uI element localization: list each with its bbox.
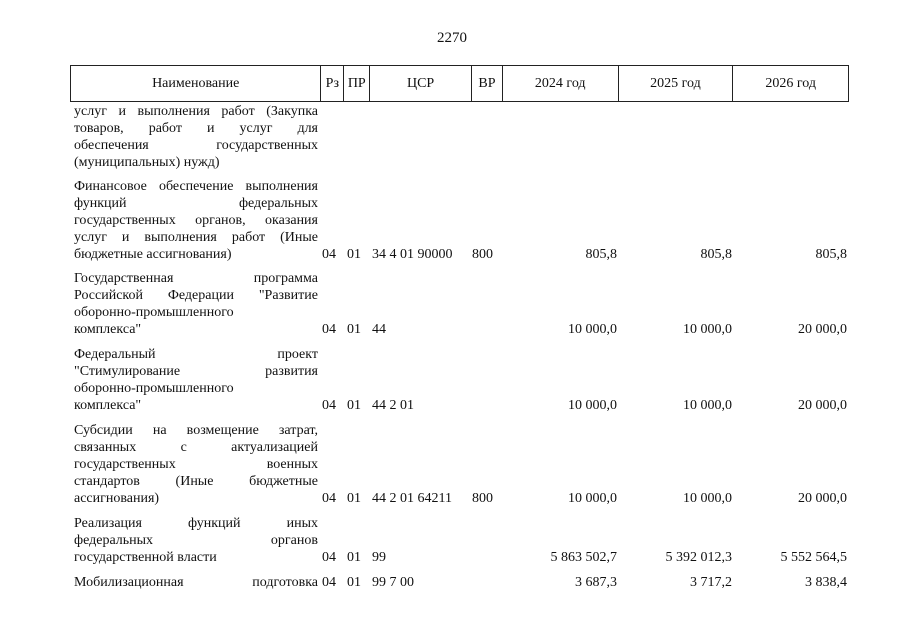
cell-y2025: 10 000,0 [683, 398, 732, 413]
header-name: Наименование [71, 66, 321, 101]
cell-csr: 44 2 01 64211 [372, 491, 452, 506]
row-name-line: услуг и выполнения работ (Иные [74, 230, 318, 245]
header-csr: ЦСР [370, 66, 472, 101]
cell-y2026: 20 000,0 [798, 491, 847, 506]
cell-rz: 04 [322, 398, 336, 413]
cell-y2026: 805,8 [815, 247, 847, 262]
row-name-line: услуг и выполнения работ (Закупка [74, 104, 318, 119]
page-number: 2270 [437, 30, 467, 46]
header-2025: 2025 год [619, 66, 734, 101]
row-name [74, 178, 318, 263]
cell-csr: 44 2 01 [372, 398, 414, 413]
cell-pr: 01 [347, 398, 361, 413]
table-header [70, 65, 849, 102]
cell-y2026: 3 838,4 [805, 575, 847, 590]
row-name [74, 270, 318, 338]
row-name-line: федеральных органов [74, 533, 318, 548]
table-row [70, 178, 849, 263]
row-name-line: Субсидии на возмещение затрат, [74, 423, 318, 438]
cell-y2026: 20 000,0 [798, 322, 847, 337]
cell-csr: 44 [372, 322, 386, 337]
row-name-line: оборонно-промышленного [74, 381, 234, 396]
row-name-line: Мобилизационная подготовка [74, 575, 318, 590]
row-name-line: стандартов (Иные бюджетные [74, 474, 318, 489]
cell-y2024: 5 863 502,7 [550, 550, 617, 565]
row-name-line: обеспечения государственных [74, 138, 318, 153]
row-name-line: государственной власти [74, 550, 217, 565]
row-name [74, 422, 318, 507]
cell-y2026: 5 552 564,5 [780, 550, 847, 565]
cell-rz: 04 [322, 247, 336, 262]
table-row [70, 574, 849, 591]
row-name-line: бюджетные ассигнования) [74, 247, 232, 262]
header-pr: ПР [344, 66, 370, 101]
cell-csr: 99 [372, 550, 386, 565]
cell-y2024: 805,8 [585, 247, 617, 262]
table-row [70, 270, 849, 338]
table-row [70, 346, 849, 414]
row-name [74, 103, 318, 171]
row-name-line: товаров, работ и услуг для [74, 121, 318, 136]
cell-y2025: 5 392 012,3 [665, 550, 732, 565]
cell-rz: 04 [322, 550, 336, 565]
row-name-line: (муниципальных) нужд) [74, 155, 220, 170]
row-name-line: государственных органов, оказания [74, 213, 318, 228]
cell-y2025: 805,8 [700, 247, 732, 262]
cell-y2025: 10 000,0 [683, 491, 732, 506]
cell-vr: 800 [472, 491, 493, 506]
cell-pr: 01 [347, 575, 361, 590]
cell-y2026: 20 000,0 [798, 398, 847, 413]
row-name-line: Государственная программа [74, 271, 318, 286]
cell-pr: 01 [347, 247, 361, 262]
row-name-line: Федеральный проект [74, 347, 318, 362]
row-name-line: "Стимулирование развития [74, 364, 318, 379]
table-row [70, 103, 849, 171]
cell-y2024: 10 000,0 [568, 322, 617, 337]
row-name-line: Финансовое обеспечение выполнения [74, 179, 318, 194]
row-name [74, 346, 318, 414]
row-name-line: комплекса" [74, 322, 142, 337]
row-name [74, 574, 318, 591]
cell-rz: 04 [322, 322, 336, 337]
header-2024: 2024 год [503, 66, 619, 101]
row-name-line: функций федеральных [74, 196, 318, 211]
row-name-line: комплекса" [74, 398, 142, 413]
row-name-line: Российской Федерации "Развитие [74, 288, 318, 303]
header-2026: 2026 год [765, 75, 816, 91]
cell-y2025: 10 000,0 [683, 322, 732, 337]
table-row [70, 515, 849, 566]
cell-y2024: 3 687,3 [575, 575, 617, 590]
header-rz: Рз [321, 66, 344, 101]
cell-y2025: 3 717,2 [690, 575, 732, 590]
row-name [74, 515, 318, 566]
row-name-line: ассигнования) [74, 491, 160, 506]
cell-rz: 04 [322, 575, 336, 590]
cell-y2024: 10 000,0 [568, 398, 617, 413]
table-row [70, 422, 849, 507]
cell-pr: 01 [347, 550, 361, 565]
row-name-line: связанных с актуализацией [74, 440, 318, 455]
cell-csr: 34 4 01 90000 [372, 247, 453, 262]
cell-vr: 800 [472, 247, 493, 262]
cell-csr: 99 7 00 [372, 575, 414, 590]
cell-rz: 04 [322, 491, 336, 506]
row-name-line: государственных военных [74, 457, 318, 472]
row-name-line: оборонно-промышленного [74, 305, 234, 320]
row-name-line: Реализация функций иных [74, 516, 318, 531]
cell-pr: 01 [347, 491, 361, 506]
header-vr: ВР [472, 66, 503, 101]
cell-y2024: 10 000,0 [568, 491, 617, 506]
cell-pr: 01 [347, 322, 361, 337]
